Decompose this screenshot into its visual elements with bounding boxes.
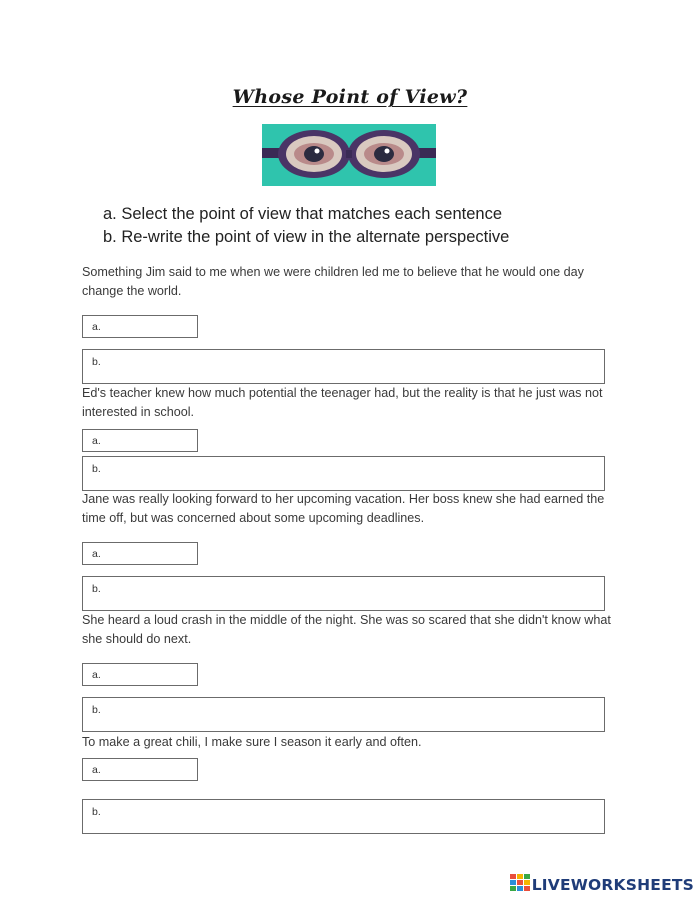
answer-1b-field[interactable] (82, 349, 605, 384)
brand-name: LIVEWORKSHEETS (531, 876, 694, 894)
answer-2b-field[interactable] (82, 456, 605, 491)
answer-label: a. (92, 548, 101, 560)
answer-label: a. (92, 669, 101, 681)
worksheet-title: Whose Point of View? (232, 86, 468, 108)
answer-2a-input[interactable] (107, 433, 193, 448)
liveworksheets-footer (510, 874, 694, 896)
answer-1b-input[interactable] (107, 353, 600, 380)
answer-label: a. (92, 764, 101, 776)
answer-4b-input[interactable] (107, 701, 600, 728)
answer-5b-field[interactable] (82, 799, 605, 834)
liveworksheets-logo-icon (510, 874, 530, 896)
instruction-b: b. Re-write the point of view in the alternate perspective (103, 228, 510, 246)
answer-label: b. (92, 583, 101, 595)
answer-4b-field[interactable] (82, 697, 605, 732)
answer-label: a. (92, 321, 101, 333)
answer-label: b. (92, 704, 101, 716)
answer-1a-input[interactable] (107, 319, 193, 334)
sentence-5: To make a great chili, I make sure I season it early and often. (82, 735, 422, 749)
answer-3a-field[interactable] (82, 542, 198, 565)
instructions (103, 203, 509, 249)
sentence-4: She heard a loud crash in the middle of the night. She was so scared that she didn't know what she should do next. (82, 613, 611, 646)
answer-3b-input[interactable] (107, 580, 600, 607)
sentence-3: Jane was really looking forward to her upcoming vacation. Her boss knew she had earned the time off, but was concerned about some upcoming deadlines. (82, 492, 605, 525)
answer-1a-field[interactable] (82, 315, 198, 338)
answer-5a-input[interactable] (107, 762, 193, 777)
answer-label: b. (92, 463, 101, 475)
answer-label: b. (92, 806, 101, 818)
answer-label: a. (92, 435, 101, 447)
sentence-1: Something Jim said to me when we were children led me to believe that he would one day change the world. (82, 265, 584, 298)
answer-4a-field[interactable] (82, 663, 198, 686)
instruction-a: a. Select the point of view that matches each sentence (103, 205, 502, 223)
goggles-eyes-image (262, 124, 436, 186)
answer-2a-field[interactable] (82, 429, 198, 452)
answer-3a-input[interactable] (107, 546, 193, 561)
answer-label: b. (92, 356, 101, 368)
answer-2b-input[interactable] (107, 460, 600, 487)
answer-5b-input[interactable] (107, 803, 600, 830)
answer-4a-input[interactable] (107, 667, 193, 682)
sentence-2: Ed's teacher knew how much potential the teenager had, but the reality is that he just was not interested in school. (82, 386, 603, 419)
answer-3b-field[interactable] (82, 576, 605, 611)
answer-5a-field[interactable] (82, 758, 198, 781)
